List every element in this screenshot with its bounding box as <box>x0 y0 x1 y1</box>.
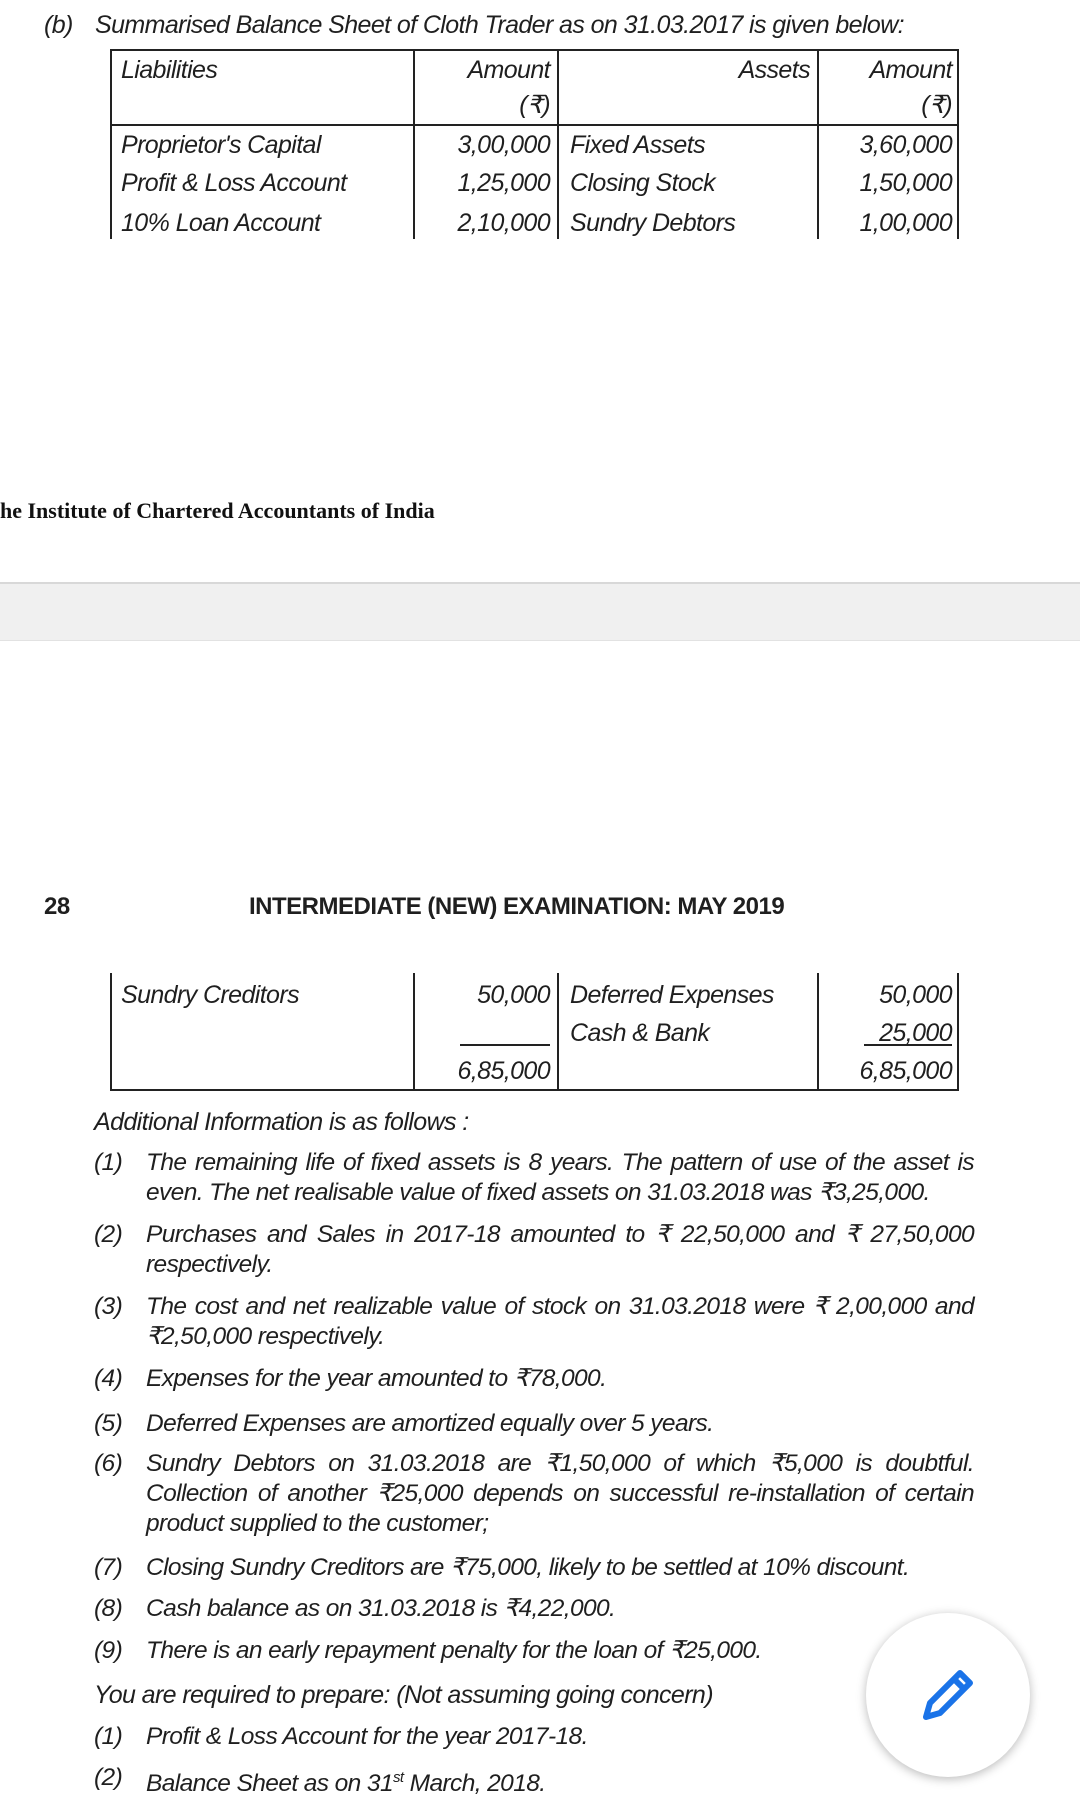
total-liabilities: 6,85,000 <box>457 1057 550 1085</box>
list-item: (3) The cost and net realizable value of stock on 31.03.2018 were ₹ 2,00,000 and ₹2,50,000 respectively. <box>94 1293 974 1350</box>
liability-name: 10% Loan Account <box>121 209 321 237</box>
header-amount-2: Amount <box>869 56 952 84</box>
asset-name: Deferred Expenses <box>570 981 774 1009</box>
asset-amount: 1,00,000 <box>859 209 952 237</box>
asset-name: Cash & Bank <box>570 1019 710 1047</box>
list-item: (2) Balance Sheet as on 31st March, 2018. <box>94 1764 546 1798</box>
list-item: (4) Expenses for the year amounted to ₹78,000. <box>94 1365 607 1392</box>
list-item: (5) Deferred Expenses are amortized equally over 5 years. <box>94 1410 714 1437</box>
list-item: (2) Purchases and Sales in 2017-18 amounted to ₹ 22,50,000 and ₹ 27,50,000 respectively. <box>94 1221 974 1278</box>
pencil-icon <box>916 1663 980 1727</box>
list-item: (6) Sundry Debtors on 31.03.2018 are ₹1,50,000 of which ₹5,000 is doubtful. Collection of another ₹25,000 depends on successful re-installation of certain product supplied to the customer; <box>94 1450 974 1537</box>
additional-info-heading: Additional Information is as follows : <box>94 1108 469 1136</box>
header-liabilities: Liabilities <box>121 56 218 84</box>
asset-amount: 50,000 <box>879 981 952 1009</box>
header-amount: Amount <box>467 56 550 84</box>
liability-amount: 2,10,000 <box>457 209 550 237</box>
question-label: (b) <box>44 11 73 39</box>
liability-name: Proprietor's Capital <box>121 131 321 159</box>
header-assets: Assets <box>738 56 810 84</box>
question-text: Summarised Balance Sheet of Cloth Trader as on 31.03.2017 is given below: <box>95 11 905 39</box>
asset-name: Closing Stock <box>570 169 716 197</box>
page-footer: he Institute of Chartered Accountants of India <box>0 498 435 523</box>
liability-name: Sundry Creditors <box>121 981 299 1009</box>
list-item: (1) Profit & Loss Account for the year 2017-18. <box>94 1723 588 1750</box>
required-heading: You are required to prepare: (Not assuming going concern) <box>94 1681 713 1709</box>
list-item: (8) Cash balance as on 31.03.2018 is ₹4,22,000. <box>94 1595 616 1622</box>
asset-name: Sundry Debtors <box>570 209 736 237</box>
total-assets: 6,85,000 <box>859 1057 952 1085</box>
list-item: (1) The remaining life of fixed assets is 8 years. The pattern of use of the asset is even. The net realisable value of fixed assets on 31.03.2018 was ₹3,25,000. <box>94 1149 974 1206</box>
page-separator <box>0 582 1080 641</box>
list-item: (7) Closing Sundry Creditors are ₹75,000, likely to be settled at 10% discount. <box>94 1554 910 1581</box>
liability-amount: 1,25,000 <box>457 169 550 197</box>
header-rupee-2: (₹) <box>921 91 952 119</box>
asset-amount: 1,50,000 <box>859 169 952 197</box>
liability-amount: 50,000 <box>477 981 550 1009</box>
asset-amount: 25,000 <box>879 1019 952 1047</box>
asset-name: Fixed Assets <box>570 131 705 159</box>
page-number: 28 <box>44 893 70 920</box>
liability-name: Profit & Loss Account <box>121 169 347 197</box>
list-item: (9) There is an early repayment penalty for the loan of ₹25,000. <box>94 1637 762 1664</box>
page-header: INTERMEDIATE (NEW) EXAMINATION: MAY 2019 <box>249 893 785 920</box>
header-rupee: (₹) <box>519 91 550 119</box>
edit-button[interactable] <box>866 1613 1030 1777</box>
liability-amount: 3,00,000 <box>457 131 550 159</box>
asset-amount: 3,60,000 <box>859 131 952 159</box>
